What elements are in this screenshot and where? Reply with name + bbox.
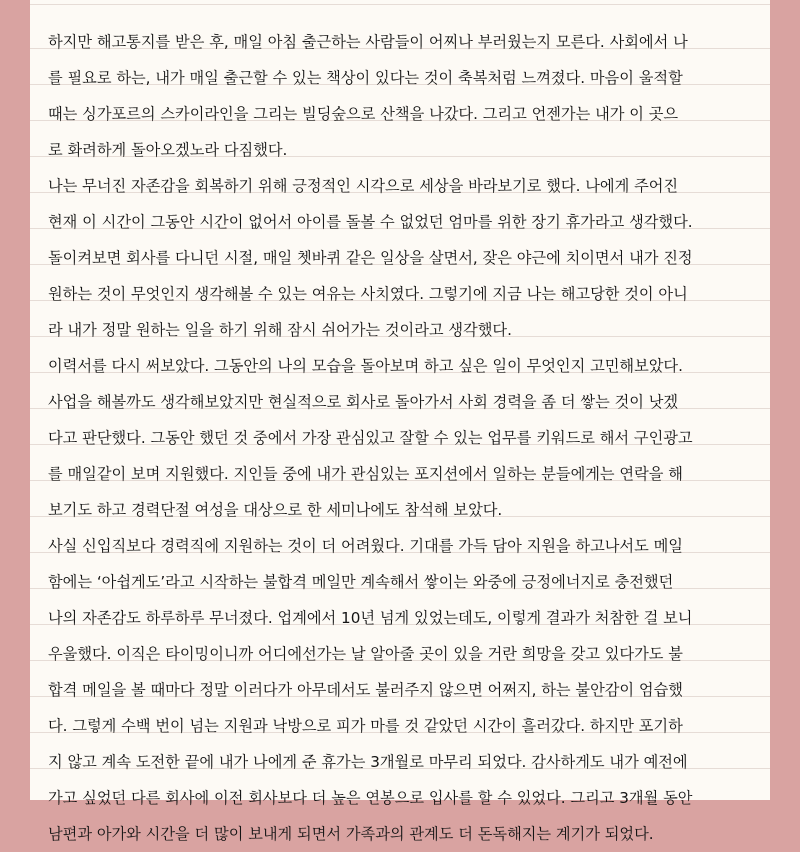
text-line: 원하는 것이 무엇인지 생각해볼 수 있는 여유는 사치였다. 그렇기에 지금 나는 해고당한 것이 아니	[48, 285, 688, 303]
text-line: 이력서를 다시 써보았다. 그동안의 나의 모습을 돌아보며 하고 싶은 일이 무엇인지 고민해보았다.	[48, 357, 683, 375]
text-line: 가고 싶었던 다른 회사에 이전 회사보다 더 높은 연봉으로 입사를 할 수 있었다. 그리고 3개월 동안	[48, 789, 693, 807]
text-line: 를 매일같이 보며 지원했다. 지인들 중에 내가 관심있는 포지션에서 일하는 분들에게는 연락을 해	[48, 465, 683, 483]
text-line: 로 화려하게 돌아오겠노라 다짐했다.	[48, 141, 288, 159]
text-line: 우울했다. 이직은 타이밍이니까 어디에선가는 날 알아줄 곳이 있을 거란 희망을 갖고 있다가도 불	[48, 645, 683, 663]
text-line: 남편과 아가와 시간을 더 많이 보내게 되면서 가족과의 관계도 더 돈독해지는 계기가 되었다.	[48, 825, 654, 843]
text-line: 때는 싱가포르의 스카이라인을 그리는 빌딩숲으로 산책을 나갔다. 그리고 언젠가는 내가 이 곳으	[48, 105, 679, 123]
text-line: 다. 그렇게 수백 번이 넘는 지원과 낙방으로 피가 마를 것 같았던 시간이 흘러갔다. 하지만 포기하	[48, 717, 683, 735]
text-line: 나는 무너진 자존감을 회복하기 위해 긍정적인 시각으로 세상을 바라보기로 했다. 나에게 주어진	[48, 177, 679, 195]
text-line: 사업을 해볼까도 생각해보았지만 현실적으로 회사로 돌아가서 사회 경력을 좀 더 쌓는 것이 낫겠	[48, 393, 679, 411]
text-line: 합격 메일을 볼 때마다 정말 이러다가 아무데서도 불러주지 않으면 어쩌지, 하는 불안감이 엄습했	[48, 681, 683, 699]
text-line: 현재 이 시간이 그동안 시간이 없어서 아이를 돌볼 수 없었던 엄마를 위한 장기 휴가라고 생각했다.	[48, 213, 693, 231]
text-line: 다고 판단했다. 그동안 했던 것 중에서 가장 관심있고 잘할 수 있는 업무를 키워드로 해서 구인광고	[48, 429, 693, 447]
text-line: 함에는 ‘아쉽게도’라고 시작하는 불합격 메일만 계속해서 쌓이는 와중에 긍정에너지로 충전했던	[48, 573, 674, 591]
text-line: 라 내가 정말 원하는 일을 하기 위해 잠시 쉬어가는 것이라고 생각했다.	[48, 321, 512, 339]
notebook-page	[30, 0, 770, 843]
body-text	[48, 24, 758, 852]
text-line: 하지만 해고통지를 받은 후, 매일 아침 출근하는 사람들이 어찌나 부러웠는지 모른다. 사회에서 나	[48, 33, 688, 51]
text-line: 를 필요로 하는, 내가 매일 출근할 수 있는 책상이 있다는 것이 축복처럼 느껴졌다. 마음이 울적할	[48, 69, 683, 87]
text-line: 사실 신입직보다 경력직에 지원하는 것이 더 어려웠다. 기대를 가득 담아 지원을 하고나서도 메일	[48, 537, 683, 555]
text-line: 돌이켜보면 회사를 다니던 시절, 매일 쳇바퀴 같은 일상을 살면서, 잦은 야근에 치이면서 내가 진정	[48, 249, 693, 267]
text-line: 나의 자존감도 하루하루 무너졌다. 업계에서 10년 넘게 있었는데도, 이렇게 결과가 처참한 걸 보니	[48, 609, 693, 627]
text-line: 보기도 하고 경력단절 여성을 대상으로 한 세미나에도 참석해 보았다.	[48, 501, 503, 519]
text-line: 지 않고 계속 도전한 끝에 내가 나에게 준 휴가는 3개월로 마무리 되었다. 감사하게도 내가 예전에	[48, 753, 688, 771]
